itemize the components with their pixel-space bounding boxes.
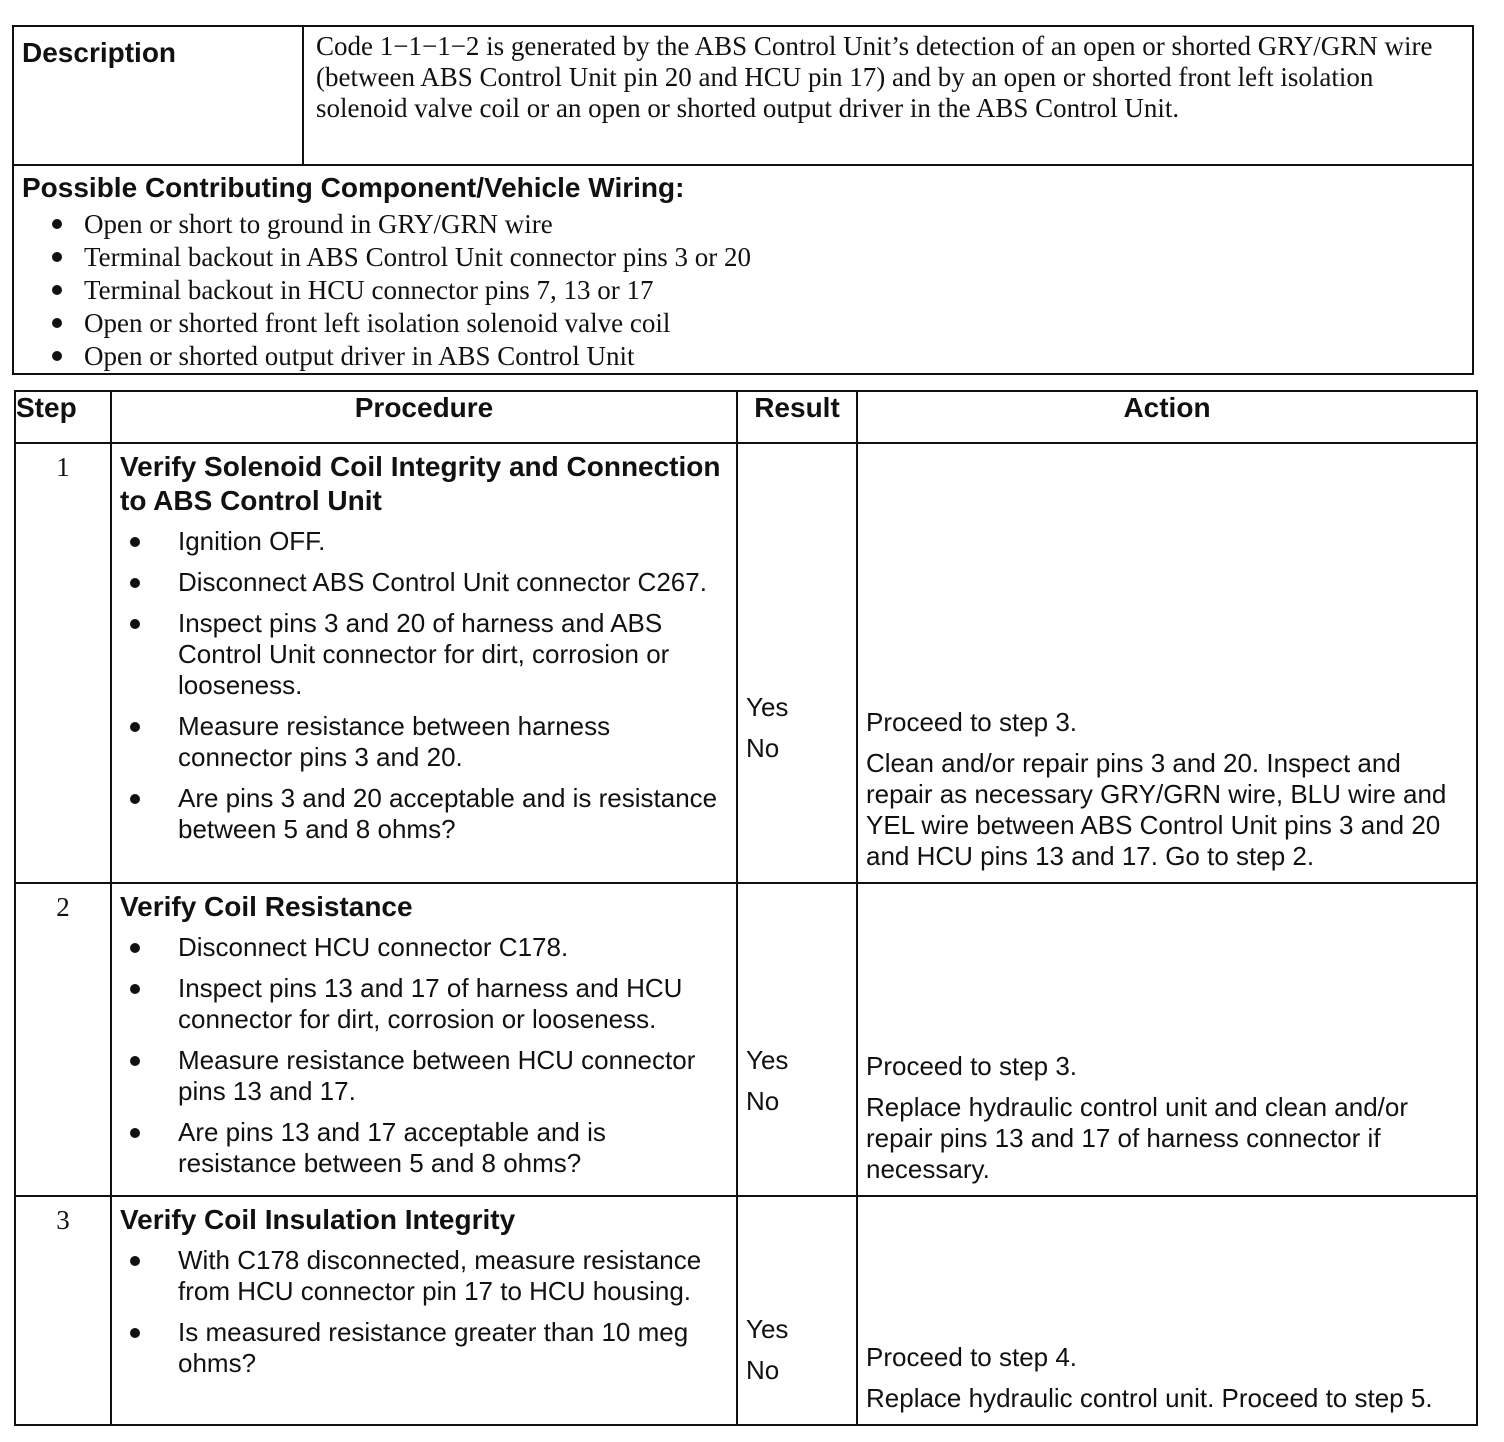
procedure-cell: [111, 883, 737, 1196]
result-cell: [737, 1196, 857, 1425]
procedure-item: Are pins 13 and 17 acceptable and is resistance between 5 and 8 ohms?: [178, 1117, 728, 1179]
result-yes: Yes: [746, 1045, 789, 1075]
header-procedure: Procedure: [111, 391, 737, 443]
action-no: Clean and/or repair pins 3 and 20. Inspect and repair as necessary GRY/GRN wire, BLU wire and YEL wire between ABS Control Unit pins 3 and 20 and HCU pins 13 and 17. Go to step 2.: [866, 748, 1447, 871]
table-row: [15, 443, 1477, 883]
procedure-item: Is measured resistance greater than 10 meg ohms?: [178, 1317, 728, 1379]
contributing-item: Terminal backout in HCU connector pins 7, 13 or 17: [84, 274, 1462, 307]
action-yes: Proceed to step 3.: [866, 707, 1078, 737]
procedure-item: Inspect pins 3 and 20 of harness and ABS Control Unit connector for dirt, corrosion or looseness.: [178, 608, 728, 701]
procedure-list: [120, 526, 728, 845]
description-label: Description: [14, 27, 304, 164]
header-action: Action: [857, 391, 1477, 443]
action-no: Replace hydraulic control unit and clean and/or repair pins 13 and 17 of harness connector if necessary.: [866, 1092, 1409, 1184]
table-row: [15, 883, 1477, 1196]
description-box: [12, 25, 1474, 375]
contributing-item: Open or shorted front left isolation solenoid valve coil: [84, 307, 1462, 340]
result-no: No: [746, 1086, 780, 1116]
result-yes: Yes: [746, 1314, 789, 1344]
action-no: Replace hydraulic control unit. Proceed to step 5.: [866, 1383, 1433, 1413]
action-cell: [857, 1196, 1477, 1425]
contributing-item: Open or shorted output driver in ABS Control Unit: [84, 340, 1462, 373]
procedure-item: With C178 disconnected, measure resistance from HCU connector pin 17 to HCU housing.: [178, 1245, 728, 1307]
header-result: Result: [737, 391, 857, 443]
procedure-list: [120, 1245, 728, 1379]
contributing-item: Open or short to ground in GRY/GRN wire: [84, 208, 1462, 241]
action-yes: Proceed to step 3.: [866, 1051, 1078, 1081]
result-cell: [737, 883, 857, 1196]
action-yes: Proceed to step 4.: [866, 1342, 1078, 1372]
step-number: 3: [15, 1196, 111, 1425]
procedure-title: Verify Coil Insulation Integrity: [120, 1204, 516, 1235]
procedure-item: Disconnect ABS Control Unit connector C267.: [178, 567, 728, 598]
table-row: [15, 1196, 1477, 1425]
procedure-item: Disconnect HCU connector C178.: [178, 932, 728, 963]
procedure-item: Measure resistance between harness connector pins 3 and 20.: [178, 711, 728, 773]
result-no: No: [746, 1355, 780, 1385]
action-cell: [857, 443, 1477, 883]
header-step: Step: [15, 391, 111, 443]
procedure-cell: [111, 443, 737, 883]
procedure-list: [120, 932, 728, 1179]
description-row: [14, 27, 1472, 166]
contributing-item: Terminal backout in ABS Control Unit connector pins 3 or 20: [84, 241, 1462, 274]
action-cell: [857, 883, 1477, 1196]
result-cell: [737, 443, 857, 883]
step-number: 1: [15, 443, 111, 883]
procedure-item: Are pins 3 and 20 acceptable and is resistance between 5 and 8 ohms?: [178, 783, 728, 845]
procedure-item: Measure resistance between HCU connector pins 13 and 17.: [178, 1045, 728, 1107]
contributing-section: [14, 166, 1472, 373]
procedure-item: Inspect pins 13 and 17 of harness and HCU connector for dirt, corrosion or looseness.: [178, 973, 728, 1035]
result-no: No: [746, 733, 780, 763]
contributing-title: Possible Contributing Component/Vehicle Wiring:: [22, 172, 685, 203]
description-text: Code 1−1−1−2 is generated by the ABS Control Unit’s detection of an open or shorted GRY/GRN wire (between ABS Control Unit pin 20 and HCU pin 17) and by an open or shorted front left isolation solenoid valve coil or an open or shorted output driver in the ABS Control Unit.: [316, 31, 1433, 123]
contributing-list: [22, 208, 1462, 373]
procedure-cell: [111, 1196, 737, 1425]
procedure-title: Verify Coil Resistance: [120, 891, 413, 922]
procedure-title: Verify Solenoid Coil Integrity and Connection to ABS Control Unit: [120, 451, 721, 516]
step-number: 2: [15, 883, 111, 1196]
result-yes: Yes: [746, 692, 789, 722]
procedure-item: Ignition OFF.: [178, 526, 728, 557]
table-header-row: [15, 391, 1477, 443]
steps-table: [14, 390, 1478, 1426]
